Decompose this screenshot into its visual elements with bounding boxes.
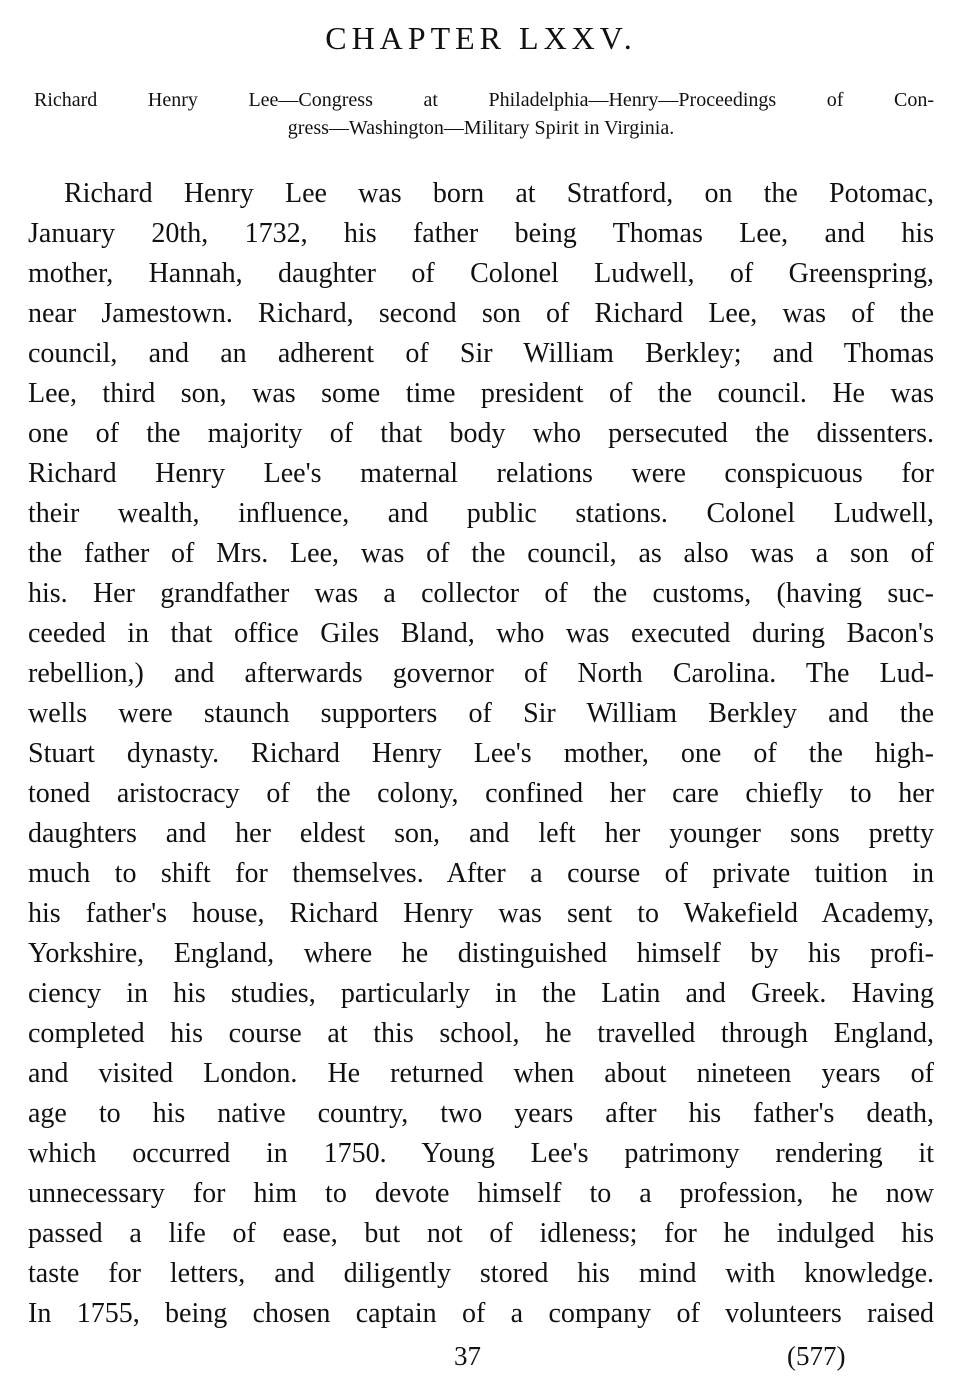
page-footer	[28, 1339, 934, 1373]
body-line: Richard Henry Lee was born at Stratford, on the Potomac,	[64, 178, 934, 209]
body-line: ceeded in that office Giles Bland, who was executed during Bacon's	[28, 618, 934, 649]
body-line: their wealth, influence, and public stations. Colonel Ludwell,	[28, 498, 934, 529]
summary-line: Richard Henry Lee—Congress at Philadelphia—Henry—Proceedings of Con-	[34, 89, 934, 111]
chapter-summary	[28, 86, 934, 142]
body-line: completed his course at this school, he travelled through England,	[28, 1018, 934, 1049]
body-line: mother, Hannah, daughter of Colonel Ludwell, of Greenspring,	[28, 258, 934, 289]
body-line: taste for letters, and diligently stored his mind with knowledge.	[28, 1258, 934, 1289]
book-page	[28, 0, 934, 1393]
chapter-title: CHAPTER LXXV.	[325, 20, 637, 56]
body-line: Lee, third son, was some time president of the council. He was	[28, 378, 934, 409]
body-line: and visited London. He returned when about nineteen years of	[28, 1058, 934, 1089]
body-line: toned aristocracy of the colony, confined her care chiefly to her	[28, 778, 934, 809]
body-line: much to shift for themselves. After a course of private tuition in	[28, 858, 934, 889]
body-line: Yorkshire, England, where he distinguished himself by his profi-	[28, 938, 934, 969]
body-line: ciency in his studies, particularly in the Latin and Greek. Having	[28, 978, 934, 1009]
body-line: age to his native country, two years after his father's death,	[28, 1098, 934, 1129]
body-line: Stuart dynasty. Richard Henry Lee's mother, one of the high-	[28, 738, 934, 769]
body-line: wells were staunch supporters of Sir William Berkley and the	[28, 698, 934, 729]
body-line: daughters and her eldest son, and left her younger sons pretty	[28, 818, 934, 849]
body-line: rebellion,) and afterwards governor of North Carolina. The Lud-	[28, 658, 934, 689]
body-line: January 20th, 1732, his father being Thomas Lee, and his	[28, 218, 934, 249]
signature-mark: 37	[454, 1341, 481, 1371]
body-line: passed a life of ease, but not of idleness; for he indulged his	[28, 1218, 934, 1249]
body-line: one of the majority of that body who persecuted the dissenters.	[28, 418, 934, 449]
page-number: (577)	[787, 1341, 846, 1371]
summary-line: gress—Washington—Military Spirit in Virginia.	[287, 117, 675, 139]
body-line: unnecessary for him to devote himself to a profession, he now	[28, 1178, 934, 1209]
body-line: In 1755, being chosen captain of a company of volunteers raised	[28, 1298, 934, 1329]
body-line: which occurred in 1750. Young Lee's patrimony rendering it	[28, 1138, 934, 1169]
body-line: near Jamestown. Richard, second son of Richard Lee, was of the	[28, 298, 934, 329]
body-line: the father of Mrs. Lee, was of the council, as also was a son of	[28, 538, 934, 569]
body-line: his. Her grandfather was a collector of the customs, (having suc-	[28, 578, 934, 609]
body-line: Richard Henry Lee's maternal relations were conspicuous for	[28, 458, 934, 489]
body-line: council, and an adherent of Sir William Berkley; and Thomas	[28, 338, 934, 369]
body-text	[28, 174, 934, 1334]
body-line: his father's house, Richard Henry was sent to Wakefield Academy,	[28, 898, 934, 929]
